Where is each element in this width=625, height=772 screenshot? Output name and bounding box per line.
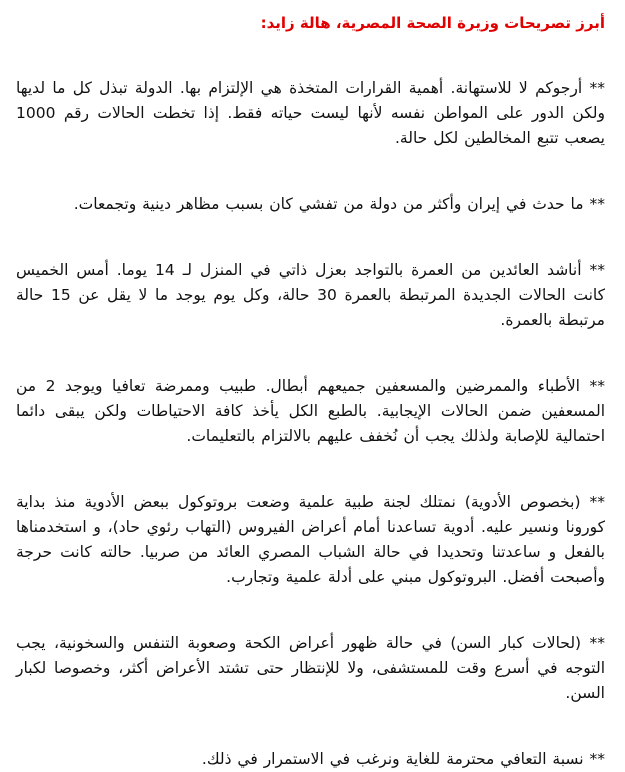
paragraph-4: ** الأطباء والممرضين والمسعفين جميعهم أبطال. طبيب وممرضة تعافيا ويوجد 2 من المسعفين ضمن الحالات الإيجابية. بالطبع الكل يأخذ كافة الاحتياطات ولكن يبقى دائما احتمالية للإصابة ولذلك يجب أن نُخفف عليهم بالالتزام بالتعليمات.	[16, 377, 605, 445]
article-title: أبرز تصريحات وزيرة الصحة المصرية، هالة زايد:	[260, 14, 605, 32]
paragraph-3: ** أناشد العائدين من العمرة بالتواجد بعزل ذاتي في المنزل لـ 14 يوما. أمس الخميس كانت الحالات الجديدة المرتبطة بالعمرة 30 حالة، وكل يوم يوجد ما لا يقل عن 15 حالة مرتبطة بالعمرة.	[16, 261, 605, 329]
paragraph-5: ** (بخصوص الأدوية) نمتلك لجنة طبية علمية وضعت بروتوكول ببعض الأدوية منذ بداية كورونا ونسير عليه. أدوية تساعدنا أمام أعراض الفيروس (التهاب رئوي حاد)، و استخدمناها بالفعل و ساعدتنا وتحديدا في حالة الشباب المصري العائد من صربيا. حالته كانت حرجة وأصبحت أفضل. البروتوكول مبني على أدلة علمية وتجارب.	[16, 493, 605, 586]
paragraph-1: ** أرجوكم لا للاستهانة. أهمية القرارات المتخذة هي الإلتزام بها. الدولة تبذل كل ما لديها ولكن الدور على المواطن نفسه لأنها ليست حياته فقط. إذا تخطت الحالات رقم 1000 يصعب تتبع المخالطين لكل حالة.	[16, 79, 605, 147]
paragraph-7: ** نسبة التعافي محترمة للغاية ونرغب في الاستمرار في ذلك.	[201, 750, 605, 768]
paragraph-6: ** (لحالات كبار السن) في حالة ظهور أعراض الكحة وصعوبة التنفس والسخونية، يجب التوجه في أسرع وقت للمستشفى، ولا للإنتظار حتى تشتد الأعراض أكثر، وخصوصا لكبار السن.	[16, 634, 605, 702]
paragraph-2: ** ما حدث في إيران وأكثر من دولة من تفشي كان بسبب مظاهر دينية وتجمعات.	[73, 195, 605, 213]
